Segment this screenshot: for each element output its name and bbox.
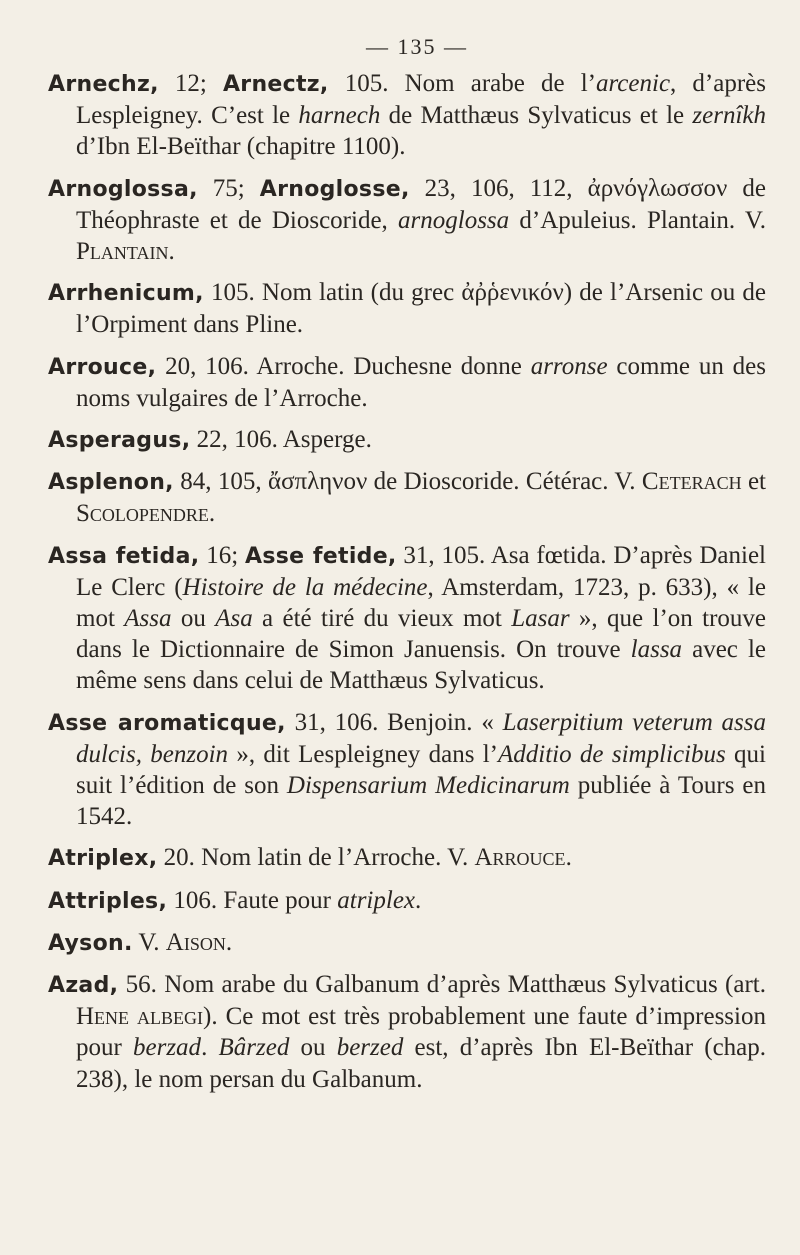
italic-term: arcenic — [596, 70, 671, 97]
headword: Ayson. — [48, 930, 133, 956]
entry-arrouce — [48, 351, 766, 414]
entry-text: ). Ce mot est très probablement une faute d’impression pour — [76, 1003, 766, 1062]
entry-text: », que l’on trouve dans le Dictionnaire de Simon Januensis. On trouve — [76, 605, 766, 664]
entry-text: a été tiré du vieux mot — [252, 605, 512, 633]
entry-text: », dit Lespleigney dans l’ — [228, 740, 499, 768]
italic-term: arnoglossa — [398, 206, 510, 234]
entry-text: avec le même sens dans celui de Matthæus Sylvaticus. — [76, 636, 766, 695]
italic-term: Additio de simplicibus — [498, 740, 726, 768]
entry-text: , d’après Lespleigney. C’est le — [76, 70, 767, 130]
entry-text: 16; — [199, 541, 246, 569]
entry-text: . — [565, 844, 572, 872]
entry-text: 20. Nom latin de l’Arroche. V. — [157, 844, 475, 872]
cross-reference: Hene albegi — [76, 1003, 204, 1031]
italic-term: zernîkh — [692, 102, 766, 130]
headword: Assa fetida, — [48, 543, 200, 569]
headword: Arnechz, — [48, 72, 159, 97]
entry-attriples — [48, 885, 766, 917]
headword: Azad, — [48, 973, 119, 999]
entry-text: . — [225, 928, 233, 956]
entry-text: publiée à Tours en 1542. — [76, 772, 767, 831]
headword: Asse fetide, — [245, 543, 397, 569]
italic-term: harnech — [298, 102, 381, 130]
cross-reference: Aison — [165, 928, 226, 956]
headword: Asplenon, — [48, 470, 174, 496]
entry-text: comme un des noms vulgaires de l’Arroche. — [76, 352, 766, 412]
italic-term: berzad — [133, 1034, 202, 1062]
entry-text: 22, 106. Asperge. — [190, 426, 372, 454]
entry-atriplex — [48, 842, 766, 874]
entry-text: d’Ibn El-Beïthar (chapitre 1100). — [76, 133, 406, 161]
italic-term: Asa — [215, 605, 253, 633]
entry-text: 56. Nom arabe du Galbanum d’après Matthæus Sylvaticus (art. — [118, 971, 766, 999]
entry-text: , Amsterdam, 1723, p. 633), « le mot — [76, 573, 766, 633]
entry-asplenon — [48, 466, 766, 529]
entry-text: d’Apuleius. Plantain. V. — [509, 206, 766, 234]
headword: Asse aromaticque, — [48, 710, 286, 736]
italic-term: Lasar — [511, 605, 570, 633]
italic-term: atriplex — [337, 886, 416, 914]
entry-text: 106. Faute pour — [167, 886, 338, 914]
headword: Asperagus, — [48, 428, 191, 454]
entry-text: . — [201, 1034, 219, 1062]
headword: Arnoglosse, — [259, 176, 410, 202]
entry-text: est, d’après Ibn El-Beïthar (chap. 238), le nom persan du Galbanum. — [76, 1034, 767, 1093]
italic-term: berzed — [336, 1034, 404, 1062]
entry-azad — [48, 969, 766, 1095]
headword: Arnectz, — [222, 72, 329, 97]
entry-assa-fetida — [48, 540, 766, 697]
entry-text: 105. Nom latin (du grec ἀῤῥενικόν) de l’Arsenic ou de l’Orpiment dans Pline. — [76, 279, 766, 339]
entry-text: 105. Nom arabe de l’ — [328, 70, 596, 97]
page-number: — 135 — — [366, 34, 468, 59]
entry-text: 20, 106. Arroche. Duchesne donne — [156, 352, 531, 380]
entry-text: 31, 106. Benjoin. « — [285, 708, 503, 736]
entry-text: V. — [132, 928, 166, 956]
italic-term: Bârzed — [218, 1034, 290, 1062]
entry-arnechz — [48, 68, 766, 163]
entry-text: . — [208, 500, 216, 528]
cross-reference: Ceterach — [641, 468, 742, 496]
italic-term: Assa — [124, 605, 172, 633]
italic-term: arronse — [530, 352, 608, 380]
entry-text: 12; — [158, 70, 223, 97]
entry-text: 75; — [197, 174, 260, 202]
entry-text: de Matthæus Sylvaticus et le — [380, 102, 693, 130]
entry-text: . — [168, 238, 175, 266]
headword: Attriples, — [48, 888, 168, 914]
entry-text: ou — [171, 605, 216, 633]
cross-reference: Scolopendre — [76, 500, 209, 528]
entry-text: 84, 105, ἄσπληνον de Dioscoride. Cétérac. V. — [173, 468, 642, 496]
headword: Arrhenicum, — [48, 281, 204, 307]
cross-reference: Arrouce — [474, 844, 566, 872]
entry-ayson — [48, 927, 766, 959]
entry-arnoglossa — [48, 173, 766, 268]
entry-arrhenicum — [48, 277, 766, 340]
entry-asse-aromaticque — [48, 707, 766, 833]
italic-term: Dispensarium Medicinarum — [286, 772, 570, 800]
entry-text: 31, 105. Asa fœtida. D’après Daniel Le Clerc ( — [76, 541, 766, 601]
entry-text: ou — [289, 1034, 337, 1062]
entry-text: . — [415, 886, 422, 914]
cross-reference: Plantain — [76, 238, 169, 266]
italic-term: Histoire de la médecine — [182, 573, 428, 601]
entry-asperagus — [48, 424, 766, 456]
entry-text: 23, 106, 112, ἀρνόγλωσσον de Théophraste et de Dioscoride, — [76, 174, 766, 234]
italic-term: lassa — [630, 636, 683, 664]
headword: Arrouce, — [48, 354, 157, 380]
headword: Arnoglossa, — [48, 176, 198, 202]
entry-text: qui suit l’édition de son — [76, 740, 766, 800]
headword: Atriplex, — [48, 846, 158, 872]
italic-term: Laserpitium veterum assa dulcis, benzoin — [76, 708, 766, 768]
entry-text: et — [741, 468, 767, 496]
